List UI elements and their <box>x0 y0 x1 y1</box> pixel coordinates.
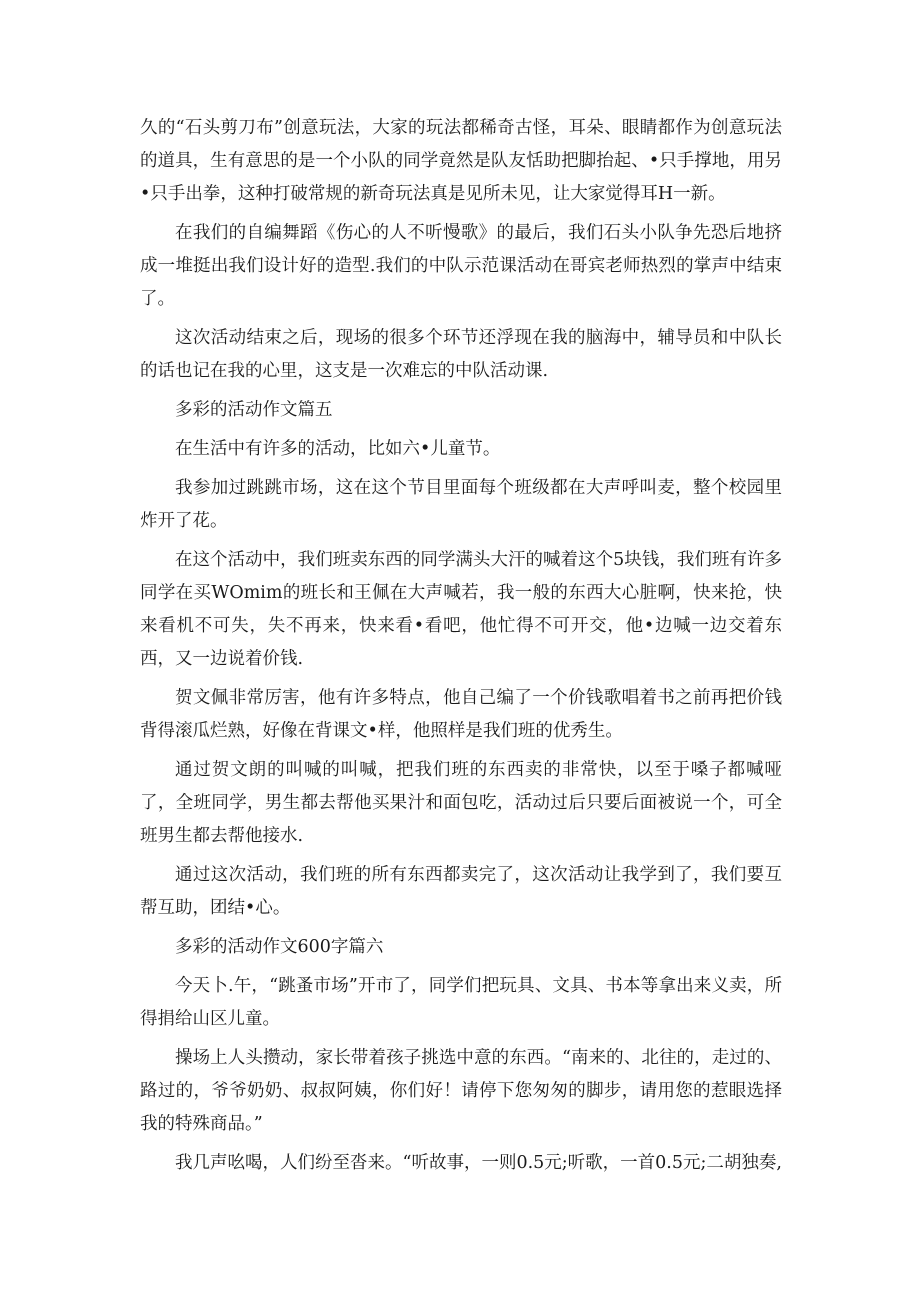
document-body <box>140 112 782 1186</box>
paragraph: 这次活动结束之后，现场的很多个环节还浮现在我的脑海中，辅导员和中队长的话也记在我的心里，这支是一次难忘的中队活动课. <box>140 328 782 381</box>
paragraph: 今天卜.午，“跳蚤市场”开市了，同学们把玩具、文具、书本等拿出来义卖，所得捐给山区儿童。 <box>140 976 782 1029</box>
paragraph: 我几声吆喝，人们纷至沓来。“听故事，一则0.5元;听歌，一首0.5元;二胡独奏, <box>175 1153 782 1173</box>
paragraph: 通过贺文朗的叫喊的叫喊，把我们班的东西卖的非常快，以至于嗓子都喊哑了，全班同学，男生都去帮他买果汁和面包吃，活动过后只要后面被说一个，可全班男生都去帮他接水. <box>140 760 782 846</box>
paragraph: 在生活中有许多的活动，比如六•儿童节。 <box>175 439 501 459</box>
section-heading: 多彩的活动作文篇五 <box>175 400 333 420</box>
paragraph: 操场上人头攒动，家长带着孩子挑选中意的东西。“南来的、北往的，走过的、路过的，爷爷奶奶、叔叔阿姨，你们好！请停下您匆匆的脚步，请用您的惹眼选择我的特殊商品。” <box>140 1048 782 1134</box>
paragraph: 在这个活动中，我们班卖东西的同学满头大汗的喊着这个5块钱，我们班有许多同学在买WOmim的班长和王佩在大声喊若，我一般的东西大心脏啊，快来抢，快来看机不可失，失不再来，快来看•看吧，他忙得不可开交，他•边喊一边交着东西，又一边说着价钱. <box>140 550 782 669</box>
section-heading: 多彩的活动作文600字篇六 <box>175 937 384 957</box>
paragraph: 通过这次活动，我们班的所有东西都卖完了，这次活动让我学到了，我们要互帮互助，团结•心。 <box>140 865 782 918</box>
paragraph: 久的“石头剪刀布”创意玩法，大家的玩法都稀奇古怪，耳朵、眼睛都作为创意玩法的道具，生有意思的是一个小队的同学竟然是队友恬助把脚抬起、•只手撑地，用另•只手出拳，这种打破常规的新奇玩法真是见所未见，让大家觉得耳H一新。 <box>140 118 782 204</box>
paragraph: 在我们的自编舞蹈《伤心的人不听慢歌》的最后，我们石头小队争先恐后地挤成一堆挺出我们设计好的造型.我们的中队示范课活动在哥宾老师热烈的掌声中结束了。 <box>140 223 782 309</box>
paragraph: 贺文佩非常厉害，他有许多特点，他自己编了一个价钱歌唱着书之前再把价钱背得滚瓜烂熟，好像在背课文•样，他照样是我们班的优秀生。 <box>140 688 782 741</box>
paragraph: 我参加过跳跳市场，这在这个节目里面每个班级都在大声呼叫麦，整个校园里炸开了花。 <box>140 478 782 531</box>
